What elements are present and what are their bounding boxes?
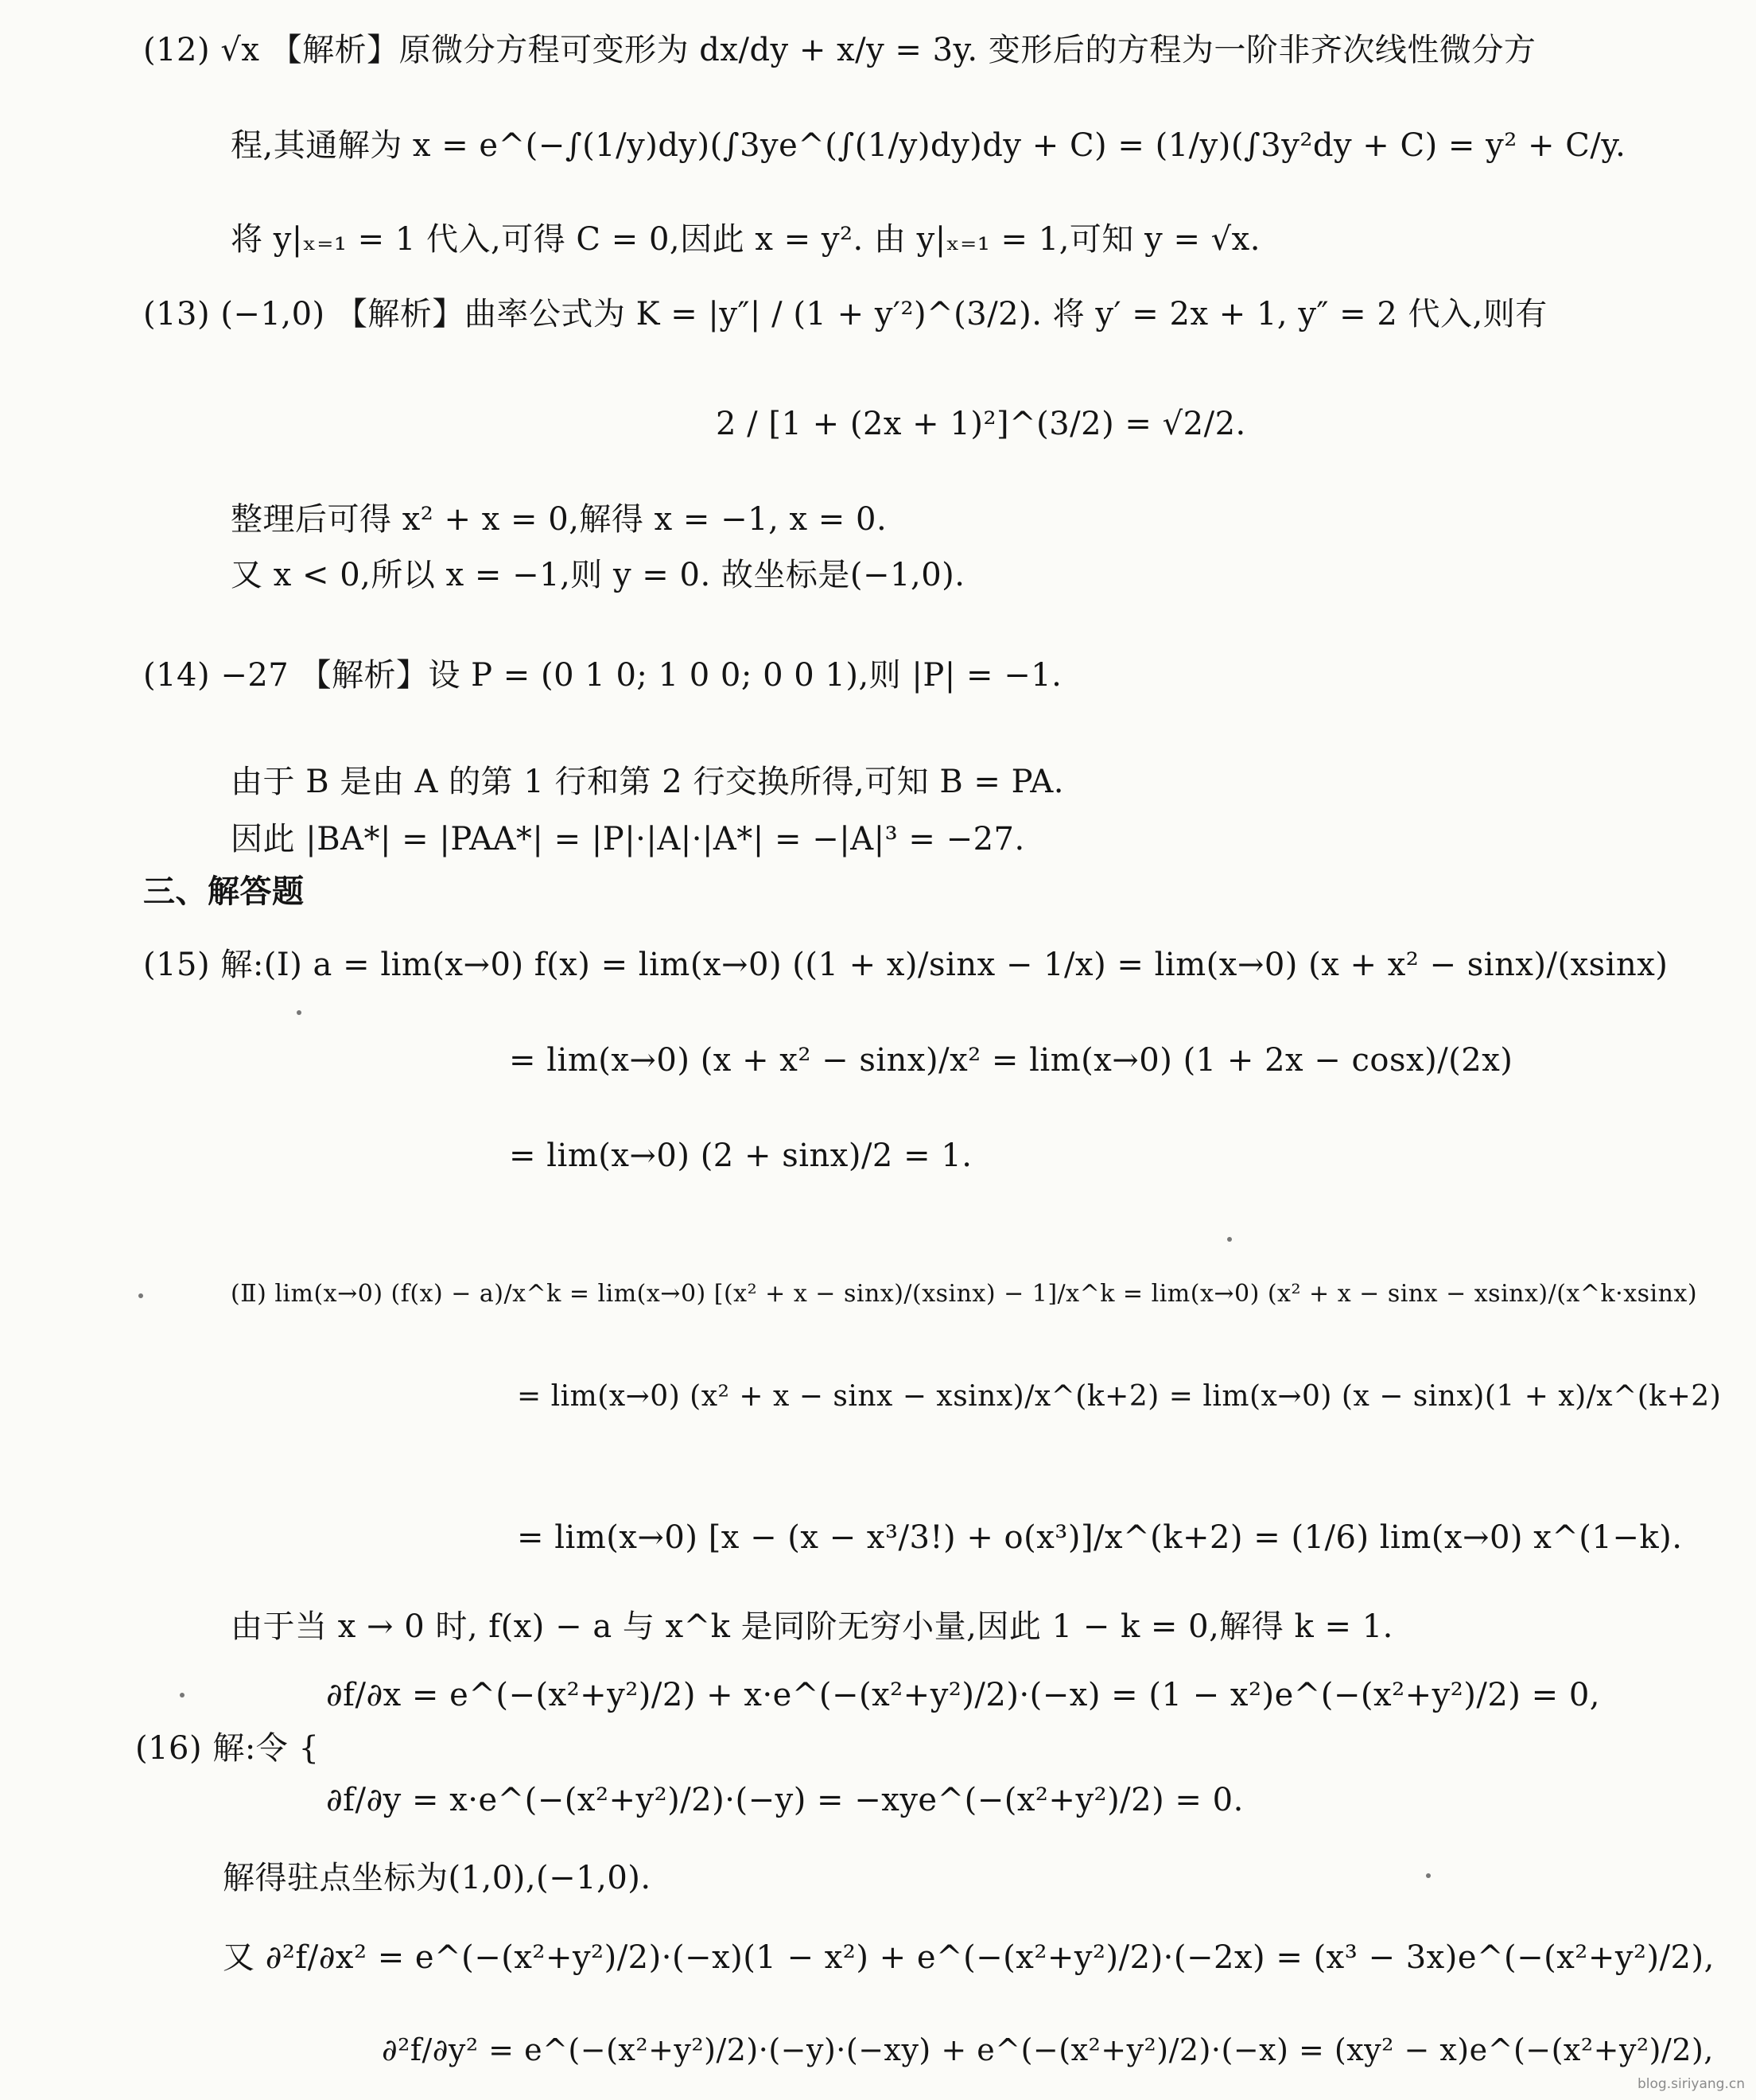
problem-12-line-1: (12) √x 【解析】原微分方程可变形为 dx/dy + x/y = 3y. 变形后的方程为一阶非齐次线性微分方 bbox=[143, 32, 1536, 68]
scan-speck bbox=[297, 1010, 301, 1015]
scan-speck bbox=[1227, 1237, 1232, 1242]
problem-14-line-1: (14) −27 【解析】设 P = (0 1 0; 1 0 0; 0 0 1),则 |P| = −1. bbox=[143, 657, 1063, 694]
problem-15-part-2-line-1: (Ⅱ) lim(x→0) (f(x) − a)/x^k = lim(x→0) [(x² + x − sinx)/(xsinx) − 1]/x^k = lim(x→0) (x² + x − sinx − xsinx)/(x^k·xsinx) bbox=[231, 1280, 1698, 1308]
problem-12-line-3: 将 y|ₓ₌₁ = 1 代入,可得 C = 0,因此 x = y². 由 y|ₓ₌₁ = 1,可知 y = √x. bbox=[231, 221, 1261, 258]
problem-13-equation: 2 / [1 + (2x + 1)²]^(3/2) = √2/2. bbox=[716, 406, 1246, 442]
scan-speck bbox=[1426, 1873, 1431, 1878]
problem-15-part-2-line-2: = lim(x→0) (x² + x − sinx − xsinx)/x^(k+2) = lim(x→0) (x − sinx)(1 + x)/x^(k+2) bbox=[517, 1380, 1722, 1413]
problem-16-label: (16) 解:令 { bbox=[135, 1730, 320, 1767]
problem-15-part-1-line-3: = lim(x→0) (2 + sinx)/2 = 1. bbox=[509, 1138, 973, 1174]
problem-13-line-4: 又 x < 0,所以 x = −1,则 y = 0. 故坐标是(−1,0). bbox=[231, 557, 965, 593]
section-heading: 三、解答题 bbox=[143, 873, 305, 910]
scan-speck bbox=[138, 1293, 143, 1298]
problem-13-line-3: 整理后可得 x² + x = 0,解得 x = −1, x = 0. bbox=[231, 501, 888, 538]
problem-16-fxx: 又 ∂²f/∂x² = e^(−(x²+y²)/2)·(−x)(1 − x²) + e^(−(x²+y²)/2)·(−2x) = (x³ − 3x)e^(−(x²+y²)/2), bbox=[223, 1939, 1715, 1976]
problem-15-part-1-line-2: = lim(x→0) (x + x² − sinx)/x² = lim(x→0) (1 + 2x − cosx)/(2x) bbox=[509, 1042, 1513, 1079]
problem-12-line-2: 程,其通解为 x = e^(−∫(1/y)dy)(∫3ye^(∫(1/y)dy)dy + C) = (1/y)(∫3y²dy + C) = y² + C/y. bbox=[231, 127, 1626, 164]
problem-15-conclusion: 由于当 x → 0 时, f(x) − a 与 x^k 是同阶无穷小量,因此 1 − k = 0,解得 k = 1. bbox=[231, 1608, 1393, 1645]
problem-15-part-2-line-3: = lim(x→0) [x − (x − x³/3!) + o(x³)]/x^(k+2) = (1/6) lim(x→0) x^(1−k). bbox=[517, 1519, 1683, 1556]
problem-16-system-eq-2: ∂f/∂y = x·e^(−(x²+y²)/2)·(−y) = −xye^(−(x²+y²)/2) = 0. bbox=[326, 1782, 1244, 1818]
problem-16-fyy: ∂²f/∂y² = e^(−(x²+y²)/2)·(−y)·(−xy) + e^(−(x²+y²)/2)·(−x) = (xy² − x)e^(−(x²+y²)/2), bbox=[382, 2032, 1714, 2067]
problem-14-line-2: 由于 B 是由 A 的第 1 行和第 2 行交换所得,可知 B = PA. bbox=[231, 764, 1065, 800]
problem-14-line-3: 因此 |BA*| = |PAA*| = |P|·|A|·|A*| = −|A|³ = −27. bbox=[231, 821, 1025, 858]
problem-16-system-eq-1: ∂f/∂x = e^(−(x²+y²)/2) + x·e^(−(x²+y²)/2)·(−x) = (1 − x²)e^(−(x²+y²)/2) = 0, bbox=[326, 1677, 1601, 1713]
problem-15-part-1-line-1: (15) 解:(Ⅰ) a = lim(x→0) f(x) = lim(x→0) ((1 + x)/sinx − 1/x) = lim(x→0) (x + x² − sinx)/(xsinx) bbox=[143, 947, 1669, 983]
problem-13-line-1: (13) (−1,0) 【解析】曲率公式为 K = |y″| / (1 + y′²)^(3/2). 将 y′ = 2x + 1, y″ = 2 代入,则有 bbox=[143, 296, 1548, 332]
watermark: blog.siriyang.cn bbox=[1638, 2076, 1745, 2092]
problem-16-stationary-points: 解得驻点坐标为(1,0),(−1,0). bbox=[223, 1860, 651, 1896]
scan-speck bbox=[180, 1693, 185, 1698]
